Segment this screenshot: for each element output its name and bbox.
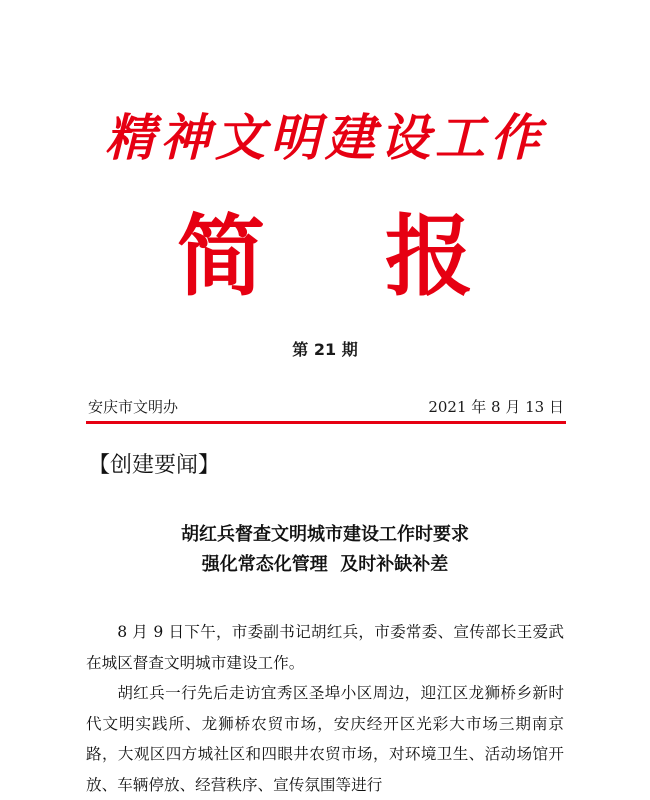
article-title-line-1: 胡红兵督查文明城市建设工作时要求	[181, 524, 469, 545]
article-body	[86, 617, 564, 800]
issue-number: 第 21 期	[292, 340, 358, 359]
issuing-organization: 安庆市文明办	[88, 398, 179, 416]
article-title-line-2: 强化常态化管理 及时补缺补差	[201, 554, 449, 575]
bulletin-title-char-2: 报	[385, 204, 474, 308]
article-paragraph: 胡红兵一行先后走访宜秀区圣埠小区周边，迎江区龙狮桥乡新时代文明实践所、龙狮桥农贸市场，安庆经开区光彩大市场三期南京路，大观区四方城社区和四眼井农贸市场，对环境卫生、活动场馆开放、车辆停放、经营秩序、宣传氛围等进行	[86, 684, 564, 794]
masthead-title: 精神文明建设工作	[105, 109, 545, 167]
issue-date: 2021 年 8 月 13 日	[428, 398, 564, 416]
section-heading: 【创建要闻】	[88, 453, 221, 478]
red-divider-line	[86, 421, 566, 424]
article-paragraph: 8 月 9 日下午，市委副书记胡红兵，市委常委、宣传部长王爱武在城区督查文明城市建设工作。	[86, 623, 564, 672]
bulletin-title-char-1: 简	[176, 204, 265, 308]
bulletin-title	[0, 206, 650, 306]
meta-row	[88, 397, 564, 417]
article-title	[0, 520, 650, 580]
